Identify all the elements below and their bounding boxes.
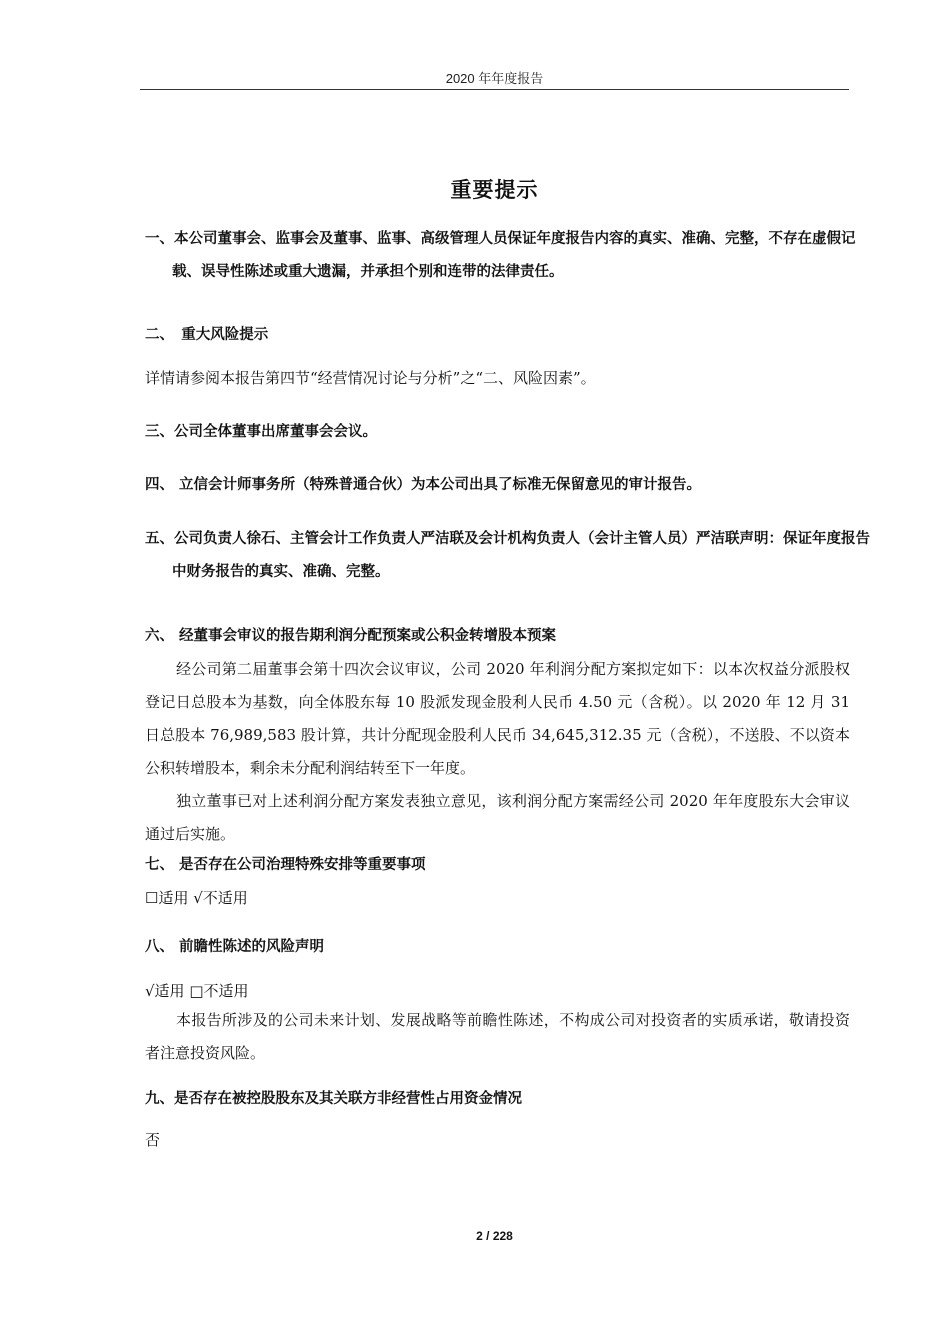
item-six-paragraph-2: 独立董事已对上述利润分配方案发表独立意见，该利润分配方案需经公司 2020 年年度股东大会审议通过后实施。 (145, 792, 850, 843)
item-five: 五、公司负责人徐石、主管会计工作负责人严洁联及会计机构负责人（会计主管人员）严洁联声明：保证年度报告中财务报告的真实、准确、完整。 (145, 531, 870, 580)
item-two-body: 详情请参阅本报告第四节“经营情况讨论与分析”之“二、风险因素”。 (145, 369, 596, 387)
item-six-heading: 六、 经董事会审议的报告期利润分配预案或公积金转增股本预案 (145, 628, 557, 644)
item-eight-body: 本报告所涉及的公司未来计划、发展战略等前瞻性陈述，不构成公司对投资者的实质承诺，敬请投资者注意投资风险。 (145, 1011, 850, 1062)
item-six-paragraph-1: 经公司第二届董事会第十四次会议审议，公司 2020 年利润分配方案拟定如下：以本次权益分派股权登记日总股本为基数，向全体股东每 10 股派发现金股利人民币 4.50 元（含税）。以 2020 年 12 月 31 日总股本 76,989,583 股计算，共计分配现金股利人民币 34,645,312.35 元（含税），不送股、不以资本公积转增股本，剩余未分配利润结转至下一年度。 (145, 660, 850, 777)
item-eight-heading: 八、 前瞻性陈述的风险声明 (145, 939, 325, 955)
item-seven-heading: 七、 是否存在公司治理特殊安排等重要事项 (145, 857, 426, 873)
item-nine-heading: 九、是否存在被控股股东及其关联方非经营性占用资金情况 (145, 1091, 522, 1107)
item-seven-options: ☐适用 √不适用 (145, 889, 248, 907)
item-one: 一、本公司董事会、监事会及董事、监事、高级管理人员保证年度报告内容的真实、准确、完整，不存在虚假记载、误导性陈述或重大遗漏，并承担个别和连带的法律责任。 (145, 231, 856, 280)
page-number: 2 / 228 (476, 1229, 513, 1243)
header-divider (140, 89, 849, 90)
item-eight-options: √适用 □不适用 (145, 982, 249, 1000)
item-nine-body: 否 (145, 1131, 161, 1149)
item-four: 四、 立信会计师事务所（特殊普通合伙）为本公司出具了标准无保留意见的审计报告。 (145, 477, 702, 493)
item-three: 三、公司全体董事出席董事会会议。 (145, 424, 377, 440)
page-title: 重要提示 (450, 178, 539, 202)
item-two-heading: 二、 重大风险提示 (145, 327, 269, 343)
page-header: 2020 年年度报告 (445, 71, 544, 86)
